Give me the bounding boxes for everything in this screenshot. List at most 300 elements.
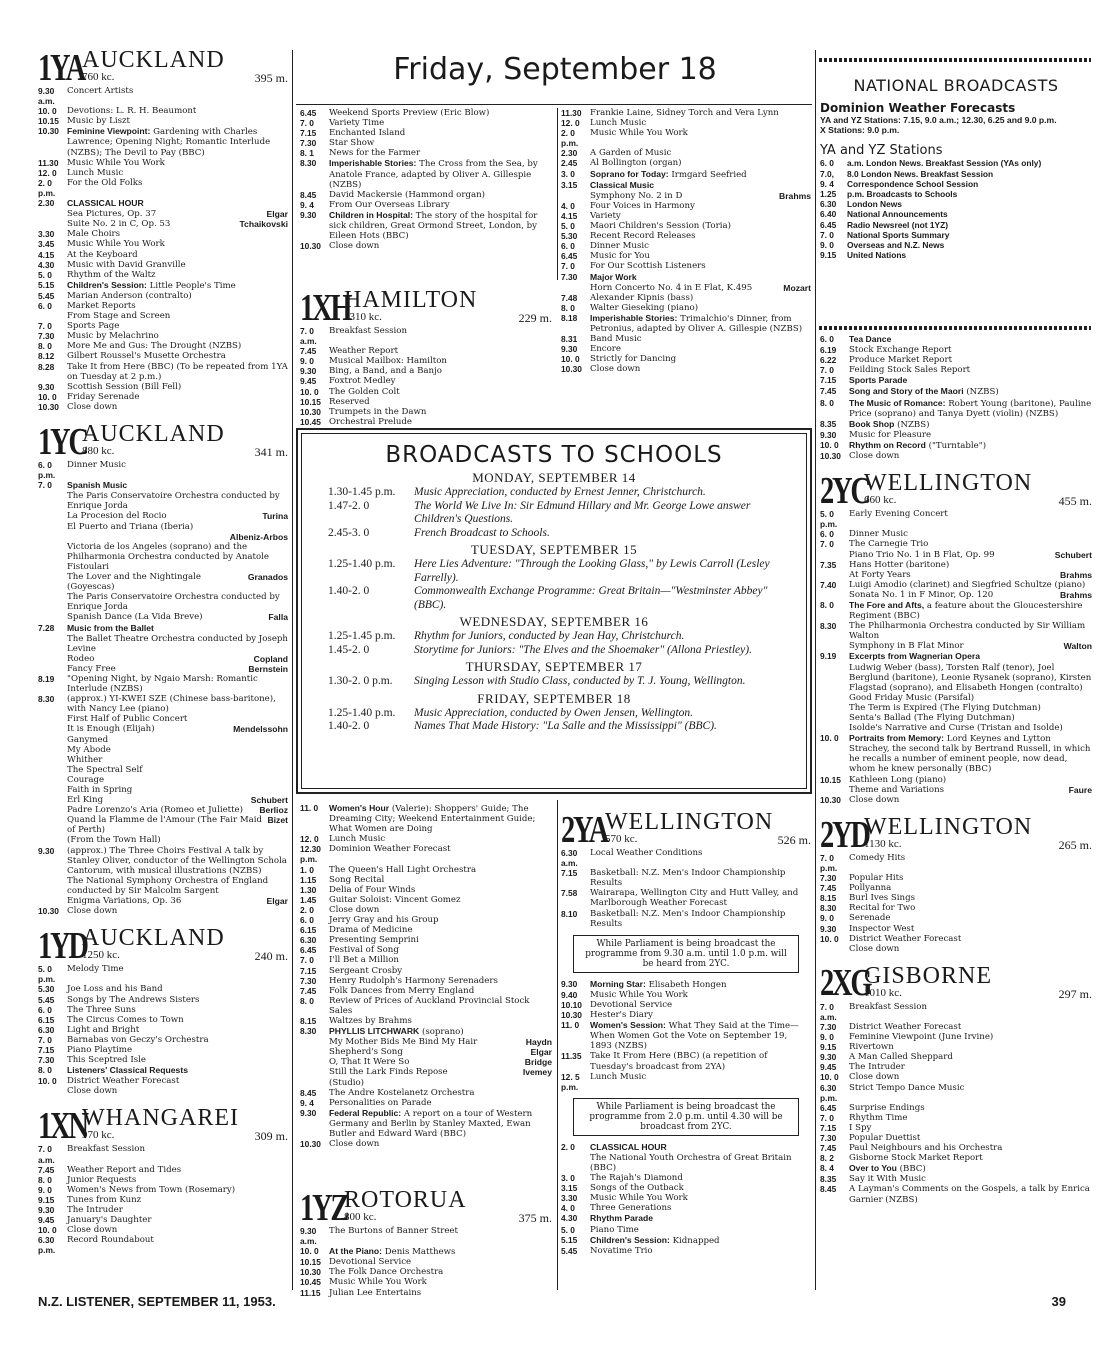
programme-highlight: Song and Story of the Maori <box>849 386 964 397</box>
programme-item <box>561 354 811 364</box>
programme-time: 6. 0 p.m. <box>38 460 56 481</box>
programme-text: Frankie Laine, Sidney Torch and Vera Lynn <box>590 108 779 118</box>
wavelength-m: 455 m. <box>1058 494 1092 509</box>
programme-item <box>820 1022 1092 1032</box>
programme-desc <box>67 321 288 331</box>
frequency-kc: 760 kc. <box>82 71 115 83</box>
programme-text: Bing, a Band, and a Banjo <box>329 366 442 377</box>
programme-desc <box>849 1163 1092 1174</box>
programme-desc <box>849 873 1092 883</box>
programme-item <box>38 815 288 835</box>
programme-item <box>38 311 288 321</box>
programme-time: 4.15 <box>561 210 578 221</box>
programme-time <box>820 723 849 733</box>
programme-item <box>820 1083 1092 1103</box>
programme-desc <box>329 158 552 189</box>
programme-desc <box>329 1067 552 1077</box>
programme-desc <box>590 990 811 1000</box>
programme-item <box>38 511 288 521</box>
programme-item <box>561 888 811 908</box>
national-item <box>820 209 1092 219</box>
programme-item <box>561 848 811 868</box>
programme-desc <box>329 895 552 905</box>
programme-time: 8.15 <box>820 893 837 904</box>
programme-desc <box>329 346 552 356</box>
programme-item <box>38 1205 288 1215</box>
schools-box-inner <box>301 433 807 789</box>
programme-time: 8. 0 <box>820 397 834 408</box>
programme-highlight: At the Piano: <box>329 1246 382 1257</box>
programme-desc <box>849 693 1092 703</box>
programme-text: News for the Farmer <box>329 148 421 159</box>
programme-item <box>300 407 552 417</box>
programme-list <box>820 853 1092 954</box>
programme-text: (Studio) <box>329 1077 365 1088</box>
programme-desc <box>67 745 288 755</box>
programme-text: Wairarapa, Wellington City and Hutt Valley, and Marlborough Weather Forecast <box>590 888 799 909</box>
programme-text: Take It from Here (BBC) (To be repeated from 1YA on Tuesday at 2 p.m.) <box>67 361 288 382</box>
programme-time <box>38 491 67 511</box>
programme-time: 10.15 <box>300 1257 321 1268</box>
programme-desc <box>590 979 811 990</box>
programme-list <box>820 334 1092 461</box>
programme-text: Rhythm of the Waltz <box>67 269 156 280</box>
programme-desc <box>67 126 288 157</box>
national-item <box>820 220 1092 230</box>
programme-desc <box>329 1246 552 1257</box>
programme-desc <box>849 550 1092 560</box>
programme-time: 5.15 <box>561 1234 578 1245</box>
programme-text: Spanish Dance (La Vida Breve) <box>67 612 203 623</box>
schools-desc: Singing Lesson with Studio Class, conducted by T. J. Young, Wellington. <box>414 675 746 687</box>
programme-text: Close down <box>67 1225 118 1236</box>
programme-highlight: PHYLLIS LITCHWARK <box>329 1026 420 1037</box>
programme-item <box>300 387 552 397</box>
programme-item <box>38 1076 288 1086</box>
programme-time <box>38 592 67 612</box>
programme-desc <box>67 694 288 714</box>
composer: Granados <box>247 572 288 583</box>
programme-desc <box>67 168 288 178</box>
national-item <box>820 179 1092 189</box>
programme-item <box>38 735 288 745</box>
programme-text: Trumpets in the Dawn <box>329 406 427 417</box>
programme-time: 6.15 <box>38 1014 55 1025</box>
programme-text: Songs by The Andrews Sisters <box>67 994 200 1005</box>
programme-text: I'll Bet a Million <box>329 955 399 966</box>
schools-time: 1.30-1.45 p.m. <box>328 486 396 498</box>
programme-list <box>561 108 811 374</box>
programme-desc <box>329 148 552 158</box>
programme-desc <box>849 600 1092 621</box>
programme-desc <box>329 241 552 251</box>
programme-time: 8. 4 <box>820 1163 834 1174</box>
frequency-kc: 1130 kc. <box>864 837 902 850</box>
programme-time: 6.19 <box>820 345 837 356</box>
programme-text: Suite No. 2 in C, Op. 53 <box>67 219 171 230</box>
programme-item <box>300 885 552 895</box>
programme-time: 8.45 <box>300 1087 317 1098</box>
programme-text: Senta's Ballad (The Flying Dutchman) <box>849 713 1015 723</box>
programme-item <box>820 375 1092 386</box>
programme-text: Sports Page <box>67 321 120 332</box>
composer: Schubert <box>250 795 288 806</box>
programme-item <box>561 283 811 293</box>
programme-text: Recent Record Releases <box>590 231 696 242</box>
programme-text: Women's News from Town (Rosemary) <box>67 1184 236 1195</box>
programme-time: 3.15 <box>561 179 578 190</box>
programme-desc <box>67 1086 288 1096</box>
programme-text: Henry Rudolph's Harmony Serenaders <box>329 975 498 986</box>
programme-item <box>820 440 1092 451</box>
weather-heading: Dominion Weather Forecasts <box>820 101 1016 115</box>
programme-time <box>300 1057 329 1067</box>
programme-item <box>820 1032 1092 1042</box>
national-item <box>820 240 1092 250</box>
programme-desc <box>590 241 811 251</box>
programme-text: A Man Called Sheppard <box>849 1052 953 1063</box>
programme-time: 9. 4 <box>300 1097 314 1108</box>
programme-item <box>300 976 552 986</box>
station-frequency <box>82 950 288 962</box>
programme-text: Gilbert Roussel's Musette Orchestra <box>67 351 226 362</box>
programme-desc <box>329 925 552 935</box>
programme-text: Presenting Semprini <box>329 935 419 946</box>
programme-text: Popular Hits <box>849 873 904 884</box>
programme-item <box>820 1133 1092 1143</box>
programme-time: 1. 0 <box>300 864 314 875</box>
programme-highlight: Classical Music <box>590 179 655 190</box>
programme-text: Ganymed <box>67 734 109 745</box>
programme-item <box>38 198 288 209</box>
station-meta <box>82 1106 288 1142</box>
programme-item <box>561 148 811 158</box>
programme-item <box>820 600 1092 621</box>
programme-desc <box>590 201 811 211</box>
programme-text: Padre Lorenzo's Aria (Romeo et Juliette) <box>67 805 243 816</box>
programme-time: 8.15 <box>300 1015 317 1026</box>
programme-time: 9.30 <box>820 1052 837 1063</box>
programme-text: A Layman's Comments on the Gospels, a talk by Enrica Garnier (NZBS) <box>849 1184 1090 1205</box>
programme-time: 6.45 <box>561 251 578 262</box>
wavelength-m: 229 m. <box>518 311 552 325</box>
programme-item <box>561 261 811 271</box>
programme-time <box>38 835 67 845</box>
programme-text: Elisabeth Hongen <box>648 979 727 990</box>
programme-time: 8.18 <box>561 312 578 323</box>
station-meta <box>82 48 288 84</box>
programme-time <box>38 219 67 229</box>
programme-time: 7. 0 a.m. <box>38 1144 55 1165</box>
programme-text: Close down <box>329 1139 380 1150</box>
programme-item <box>38 1055 288 1065</box>
programme-desc <box>329 1139 552 1149</box>
programme-time: 2. 0 <box>300 904 314 915</box>
programme-desc <box>590 1173 811 1183</box>
wavelength-m: 395 m. <box>254 71 288 85</box>
station-header <box>300 286 552 329</box>
station-frequency <box>82 1130 288 1142</box>
national-bottom-border <box>819 326 1091 330</box>
programme-text: Enigma Variations, Op. 36 <box>67 896 182 907</box>
programme-desc <box>590 191 811 201</box>
programme-text: Dinner Music <box>590 241 649 252</box>
programme-highlight: Children's Session: <box>67 279 147 290</box>
programme-time: 4. 0 <box>561 200 575 211</box>
programme-text: Local Weather Conditions <box>590 848 703 858</box>
programme-time: 1.30 <box>300 884 317 895</box>
programme-desc <box>590 354 811 364</box>
programme-time <box>561 283 590 293</box>
programme-text: Comedy Hits <box>849 852 906 863</box>
programme-list <box>300 326 552 427</box>
schools-time: 1.25-1.40 p.m. <box>328 706 396 719</box>
programme-desc <box>67 250 288 260</box>
programme-text: ("Turntable") <box>928 440 987 451</box>
programme-time: 2. 0 p.m. <box>38 177 56 198</box>
frequency-kc: 1010 kc. <box>864 986 902 999</box>
programme-desc <box>590 1142 811 1153</box>
programme-item <box>38 402 288 412</box>
programme-time: 7.45 <box>300 985 317 996</box>
national-desc: National Sports Summary <box>847 229 950 240</box>
programme-item <box>38 480 288 491</box>
programme-text: District Weather Forecast <box>67 1076 180 1087</box>
programme-item <box>820 934 1092 944</box>
composer: Schubert <box>1054 549 1092 560</box>
programme-time: 11.30 <box>38 157 59 168</box>
schools-desc: French Broadcast to Schools. <box>414 526 550 539</box>
programme-item <box>300 1246 552 1257</box>
national-item <box>820 199 1092 209</box>
programme-text: Music with David Granville <box>67 259 186 270</box>
programme-time: 8. 0 <box>38 1174 52 1185</box>
programme-desc <box>67 178 288 198</box>
programme-desc <box>67 511 288 521</box>
programme-time: 9.15 <box>38 1194 55 1205</box>
programme-desc <box>849 1103 1092 1113</box>
programme-item <box>820 1113 1092 1123</box>
programme-item <box>561 1153 811 1173</box>
national-desc: Correspondence School Session <box>847 178 979 189</box>
programme-time: 10.10 <box>561 999 582 1010</box>
programme-item <box>38 1065 288 1076</box>
programme-text: Pollyanna <box>849 883 892 894</box>
programme-time: 6. 0 <box>38 1004 52 1015</box>
programme-item <box>38 623 288 634</box>
station-meta <box>864 471 1092 507</box>
programme-item <box>561 1183 811 1193</box>
schools-day-heading: FRIDAY, SEPTEMBER 18 <box>477 690 631 706</box>
programme-desc <box>67 815 288 835</box>
programme-time: 9.30 <box>820 429 837 440</box>
programme-item <box>300 1257 552 1267</box>
programme-desc <box>67 984 288 994</box>
programme-item <box>38 542 288 572</box>
programme-time <box>38 745 67 755</box>
programme-list <box>38 1144 288 1255</box>
programme-item <box>38 1225 288 1235</box>
programme-highlight: Portraits from Memory: <box>849 733 945 744</box>
programme-desc <box>329 108 552 118</box>
programme-text: The Ballet Theatre Orchestra conducted by Joseph Levine <box>67 633 288 654</box>
national-desc: p.m. Broadcasts to Schools <box>847 189 958 200</box>
ya-yz-heading: YA and YZ Stations <box>820 143 943 159</box>
programme-desc <box>67 592 288 612</box>
programme-desc <box>590 1193 811 1203</box>
programme-text: The Andre Kostelanetz Orchestra <box>329 1087 475 1098</box>
programme-desc <box>329 1047 552 1057</box>
programme-text: Rodeo <box>67 653 95 664</box>
national-time: 9. 4 <box>820 178 834 189</box>
station-header <box>38 46 288 89</box>
column-rule <box>292 50 293 1290</box>
station-meta <box>82 926 288 962</box>
programme-item <box>300 417 552 427</box>
schools-time: 2.45-3. 0 <box>328 526 370 539</box>
programme-time: 9.30 <box>38 1205 55 1215</box>
programme-highlight: Soprano for Today: <box>590 168 669 179</box>
programme-time <box>820 663 849 693</box>
programme-time <box>820 550 849 560</box>
programme-time: 6. 0 <box>561 241 575 252</box>
programme-time: 10.30 <box>820 794 841 805</box>
programme-time: 7. 0 p.m. <box>820 852 838 873</box>
programme-desc <box>67 1175 288 1185</box>
programme-list <box>820 509 1092 805</box>
programme-text: Weekend Sports Preview (Eric Blow) <box>329 108 490 118</box>
programme-desc <box>67 1144 288 1164</box>
programme-time: 5.30 <box>561 231 578 242</box>
station-city: ROTORUA <box>344 1187 467 1213</box>
programme-item <box>300 1267 552 1277</box>
programme-desc <box>849 590 1092 600</box>
programme-time: 10.30 <box>300 1267 321 1278</box>
composer: Bernstein <box>248 663 288 674</box>
programme-item <box>38 795 288 805</box>
programme-item <box>820 621 1092 641</box>
programme-desc <box>590 303 811 313</box>
programme-text: Concert Artists <box>67 86 134 96</box>
schools-desc: The World We Live In: Sir Edmund Hillary and Mr. George Lowe answer Children's Questions. <box>414 499 751 525</box>
programme-desc <box>590 848 811 868</box>
programme-desc <box>329 1257 552 1267</box>
programme-item <box>561 231 811 241</box>
programme-item <box>38 341 288 351</box>
programme-item <box>561 1246 811 1256</box>
programme-desc <box>329 1288 552 1298</box>
programme-time: 8.10 <box>561 908 578 919</box>
station-header <box>820 813 1092 856</box>
programme-time: 10.30 <box>38 401 59 412</box>
programme-time: 8.30 <box>300 158 317 169</box>
programme-time: 10.30 <box>300 406 321 417</box>
composer: Brahms <box>1060 589 1092 600</box>
programme-text: The National Symphony Orchestra of England conducted by Sir Malcolm Sargent <box>67 875 269 896</box>
programme-desc <box>849 440 1092 451</box>
programme-desc <box>329 935 552 945</box>
programme-text: Music for You <box>590 251 650 262</box>
programme-item <box>38 126 288 157</box>
programme-desc <box>590 261 811 271</box>
programme-time: 10. 0 <box>38 391 57 402</box>
programme-time: 9.30 <box>561 978 578 989</box>
programme-text: Folk Dances from Merry England <box>329 985 475 996</box>
programme-time <box>38 765 67 775</box>
programme-time: 11.15 <box>300 1287 321 1298</box>
programme-text: Close down <box>329 904 380 915</box>
programme-item <box>38 1005 288 1015</box>
programme-desc <box>67 623 288 634</box>
programme-time: 7.30 <box>300 138 317 149</box>
programme-desc <box>590 868 811 888</box>
programme-time <box>38 775 67 785</box>
programme-desc <box>849 1133 1092 1143</box>
programme-time: 9.15 <box>820 1042 837 1053</box>
programme-desc <box>590 148 811 158</box>
programme-time <box>38 735 67 745</box>
programme-item <box>300 945 552 955</box>
programme-time: 8.45 <box>300 189 317 200</box>
programme-item <box>561 241 811 251</box>
programme-desc <box>67 765 288 775</box>
programme-text: Devotional Service <box>329 1257 412 1268</box>
programme-item <box>300 1226 552 1246</box>
programme-text: Foxtrot Medley <box>329 376 396 387</box>
national-time: 6. 0 <box>820 158 834 169</box>
programme-highlight: Morning Star: <box>590 978 646 989</box>
schools-row <box>302 707 806 721</box>
programme-desc <box>849 430 1092 440</box>
programme-item <box>820 345 1092 355</box>
programme-time <box>38 664 67 674</box>
programme-item <box>820 1153 1092 1163</box>
programme-time <box>38 755 67 765</box>
programme-desc <box>67 532 288 542</box>
programme-item <box>38 664 288 674</box>
programme-time: 7.30 <box>820 873 837 884</box>
programme-time: 5.45 <box>38 994 55 1005</box>
programme-text: Tunes from Kunz <box>67 1194 142 1205</box>
programme-time: 5. 0 p.m. <box>820 509 838 530</box>
programme-text: Drama of Medicine <box>329 925 413 936</box>
programme-time: 7.48 <box>561 292 578 303</box>
programme-text: Waltzes by Brahms <box>329 1015 412 1026</box>
programme-desc <box>849 1153 1092 1163</box>
column-rule <box>815 50 816 1290</box>
schools-time: 1.40-2. 0 <box>328 585 370 597</box>
programme-desc <box>329 803 552 834</box>
programme-time <box>820 703 849 713</box>
page-title: Friday, September 18 <box>393 52 717 87</box>
programme-item <box>300 326 552 346</box>
programme-text: Feilding Stock Sales Report <box>849 365 971 376</box>
composer: Turina <box>262 511 288 522</box>
schools-day-heading: WEDNESDAY, SEPTEMBER 16 <box>459 614 649 629</box>
programme-time <box>820 693 849 703</box>
station-frequency <box>864 495 1092 507</box>
programme-time: 8.28 <box>38 361 55 372</box>
programme-desc <box>67 341 288 351</box>
programme-text: Shepherd's Song <box>329 1047 403 1058</box>
programme-desc <box>849 924 1092 934</box>
programme-text: Rhythm Time <box>849 1112 908 1123</box>
programme-item <box>38 714 288 724</box>
programme-item <box>38 634 288 654</box>
programme-desc <box>67 198 288 209</box>
programme-time: 7.15 <box>820 375 837 386</box>
programme-item <box>300 955 552 965</box>
